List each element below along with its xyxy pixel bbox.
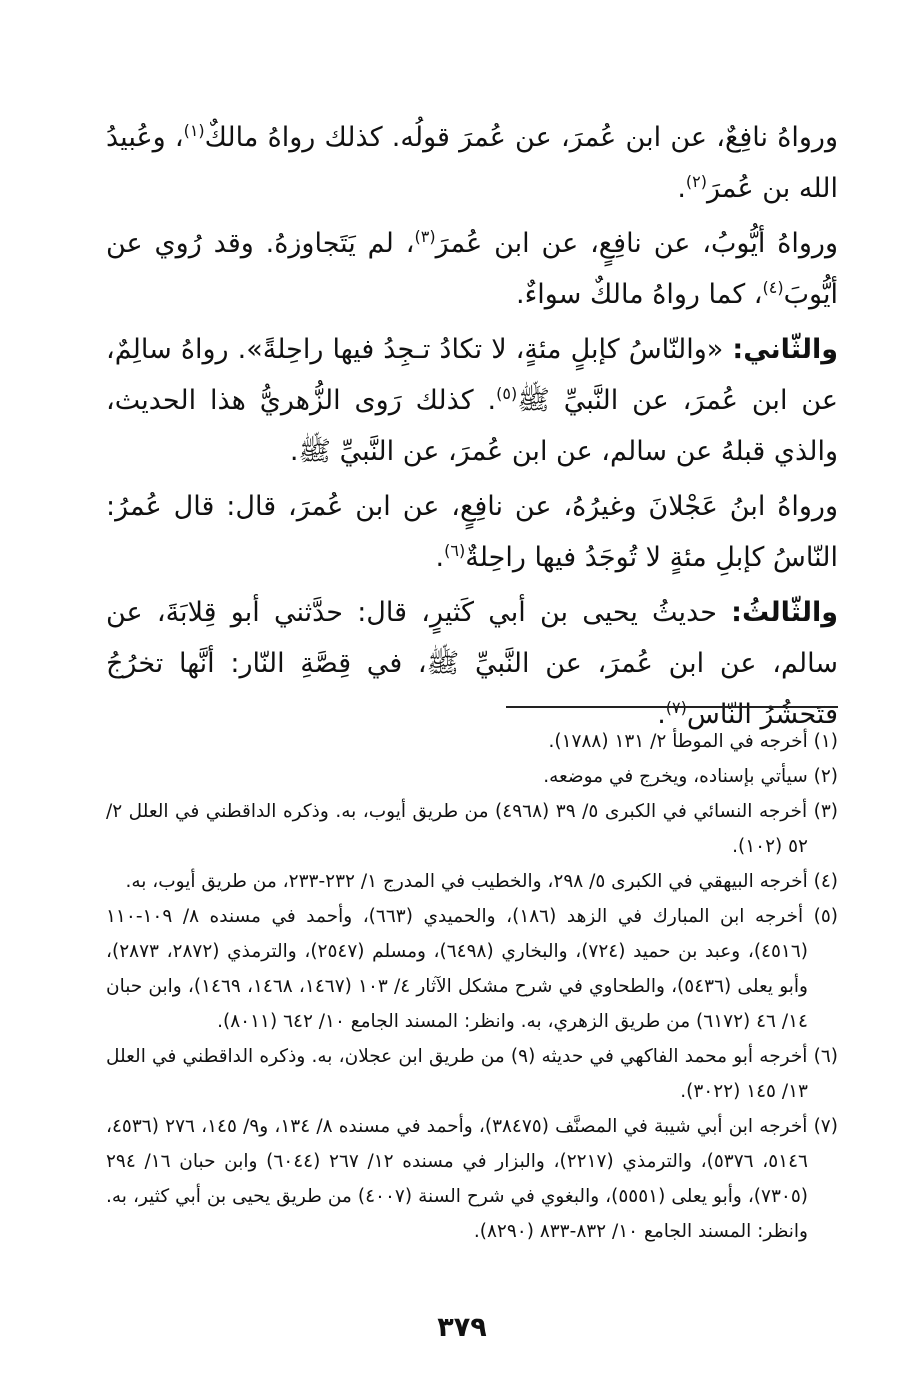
footnote-4: (٤) أخرجه البيهقي في الكبرى ٥/ ٢٩٨، والخطيب في المدرج ١/ ٢٣٢-٢٣٣، من طريق أيوب، به. [125, 871, 838, 892]
paragraph-text: ، كما رواهُ مالكٌ سواءٌ. [516, 279, 763, 310]
paragraph-text: ، لم يَتَجاوزهُ. وقد رُوي عن أيُّوبَ [106, 228, 838, 310]
footnote-ref[interactable]: (٧) [665, 698, 687, 717]
paragraph-text: . [657, 699, 666, 730]
footnote-5: (٥) أخرجه ابن المبارك في الزهد (١٨٦)، والحميدي (٦٦٣)، وأحمد في مسنده ٨/ ١٠٩-١١٠ (٤٥١٦)، وعبد بن حميد (٧٢٤)، والبخاري (٦٤٩٨)، ومسلم (٢٥٤٧)، والترمذي (٢٨٧٢، ٢٨٧٣)، وأبو يعلى (٥٤٣٦)، والطحاوي في شرح مشكل الآثار ٤/ ١٠٣ (١٤٦٧، ١٤٦٨، ١٤٦٩)، وابن حبان ١٤/ ٤٦ (٦١٧٢) من طريق الزهري، به. وانظر: المسند الجامع ١٠/ ٦٤٢ (٨٠١١). [106, 906, 838, 1032]
paragraph-text: ، وعُبيدُ الله بن عُمرَ [106, 122, 838, 204]
paragraph-1 [106, 112, 838, 214]
footnote-ref[interactable]: (٤) [762, 278, 784, 297]
paragraph-text: ورواهُ ابنُ عَجْلانَ وغيرُهُ، عن نافِعٍ، عن ابن عُمرَ، قال: قال عُمرُ: النّاسُ كإبلِ مئةٍ لا تُوجَدُ فيها راحِلةٌ [106, 491, 838, 573]
footnote-ref[interactable]: (٦) [444, 541, 466, 560]
paragraph-text: ورواهُ نافِعٌ، عن ابن عُمرَ، عن عُمرَ قولُه. كذلك رواهُ مالكٌ [204, 122, 838, 153]
footnote-6: (٦) أخرجه أبو محمد الفاكهي في حديثه (٩) من طريق ابن عجلان، به. وذكره الداقطني في العلل ١٣/ ١٤٥ (٣٠٢٢). [106, 1046, 838, 1102]
footnote-ref[interactable]: (٢) [685, 172, 707, 191]
paragraph-4 [106, 481, 838, 583]
footnote-1: (١) أخرجه في الموطأ ٢/ ١٣١ (١٧٨٨). [548, 731, 838, 752]
footnote-ref[interactable]: (١) [183, 121, 205, 140]
paragraph-lead: والثّالثُ: [731, 597, 838, 628]
footnote-ref[interactable]: (٣) [414, 227, 436, 246]
paragraph-text: «والنّاسُ كإبلٍ مئةٍ، لا تكادُ تـجِدُ فيها راحِلةً». رواهُ سالِمٌ، عن ابن عُمرَ، عن النَّبيِّ ﷺ [106, 334, 838, 416]
paragraph-2 [106, 218, 838, 320]
footnote-ref[interactable]: (٥) [496, 384, 518, 403]
paragraph-lead: والثّاني: [732, 334, 838, 365]
paragraph-text: . [677, 173, 686, 204]
page-number: ٣٧٩ [437, 1312, 487, 1343]
footnote-3: (٣) أخرجه النسائي في الكبرى ٥/ ٣٩ (٤٩٦٨) من طريق أيوب، به. وذكره الداقطني في العلل ٢/ ٥٢ (١٠٢). [106, 801, 838, 857]
paragraph-3 [106, 324, 838, 477]
paragraph-text: . كذلك رَوى الزُّهريُّ هذا الحديث، والذي قبلهُ عن سالم، عن ابن عُمرَ، عن النَّبيِّ ﷺ. [106, 385, 838, 467]
footnote-2: (٢) سيأتي بإسناده، ويخرج في موضعه. [543, 766, 838, 787]
paragraph-text: . [435, 542, 445, 573]
footnote-divider [506, 706, 838, 708]
footnote-7: (٧) أخرجه ابن أبي شيبة في المصنَّف (٣٨٤٧٥)، وأحمد في مسنده ٨/ ١٣٤، و٩/ ١٤٥، ٢٧٦ (٤٥٣٦، ٥١٤٦، ٥٣٧٦)، والترمذي (٢٢١٧)، والبزار في مسنده ١٢/ ٢٦٧ (٦٠٤٤) وابن حبان ١٦/ ٢٩٤ (٧٣٠٥)، وأبو يعلى (٥٥٥١)، والبغوي في شرح السنة (٤٠٠٧) من طريق يحيى بن أبي كثير، به. وانظر: المسند الجامع ١٠/ ٨٣٢-٨٣٣ (٨٢٩٠). [106, 1116, 838, 1242]
paragraph-text: ورواهُ أيُّوبُ، عن نافِعٍ، عن ابن عُمرَ [435, 228, 838, 259]
paragraph-text: حديثُ يحيى بن أبي كَثيرٍ، قال: حدَّثني أبو قِلابَةَ، عن سالم، عن ابن عُمرَ، عن النَّبيِّ ﷺ، في قِصَّةِ النّار: أنَّها تخرُجُ فتَحشُرُ النّاس [106, 597, 838, 730]
paragraph-5 [106, 587, 838, 740]
main-text [106, 112, 838, 744]
footnotes [106, 724, 838, 1249]
